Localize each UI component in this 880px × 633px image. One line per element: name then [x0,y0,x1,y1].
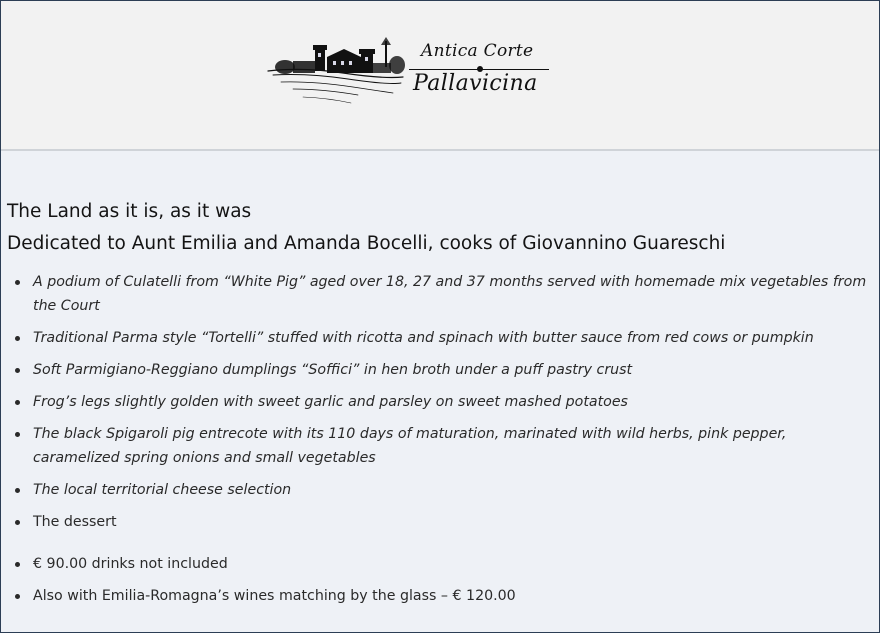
bullet-icon [15,400,20,405]
list-item [7,478,873,502]
menu-section [7,196,873,616]
price-text: € 90.00 drinks not included [33,556,228,572]
wine-pairing-item [7,584,873,608]
castle-sketch-icon [263,27,413,111]
site-header [1,1,879,151]
wine-pairing-text: Also with Emilia-Romagna’s wines matching by the glass – € 120.00 [33,588,516,604]
list-item [7,270,873,318]
list-item [7,358,873,382]
bullet-icon [15,368,20,373]
price-item [7,552,873,576]
course-text: Traditional Parma style “Tortelli” stuffed with ricotta and spinach with butter sauce from red cows or pumpkin [33,330,814,346]
logo-line-2: Pallavicina [413,71,538,96]
list-item [7,326,873,350]
logo-line-1: Antica Corte [421,41,534,61]
menu-subtitle: Dedicated to Aunt Emilia and Amanda Bocelli, cooks of Giovannino Guareschi [7,233,726,254]
course-text: The black Spigaroli pig entrecote with its 110 days of maturation, marinated with wild herbs, pink pepper, caramelized spring onions and small vegetables [33,426,787,466]
course-list [7,270,873,608]
list-item [7,390,873,414]
menu-title: The Land as it is, as it was [7,201,252,222]
site-logo[interactable] [263,27,563,111]
bullet-icon [15,562,20,567]
course-text: Soft Parmigiano-Reggiano dumplings “Soffici” in hen broth under a puff pastry crust [33,362,633,378]
bullet-icon [15,594,20,599]
bullet-icon [15,432,20,437]
list-item [7,422,873,470]
course-text: The local territorial cheese selection [33,482,292,498]
course-text: A podium of Culatelli from “White Pig” aged over 18, 27 and 37 months served with homemade mix vegetables from the Court [33,274,867,314]
course-text: Frog’s legs slightly golden with sweet garlic and parsley on sweet mashed potatoes [33,394,628,410]
bullet-icon [15,280,20,285]
bullet-icon [15,488,20,493]
list-item [7,510,873,534]
course-text: The dessert [33,514,117,530]
bullet-icon [15,336,20,341]
bullet-icon [15,520,20,525]
